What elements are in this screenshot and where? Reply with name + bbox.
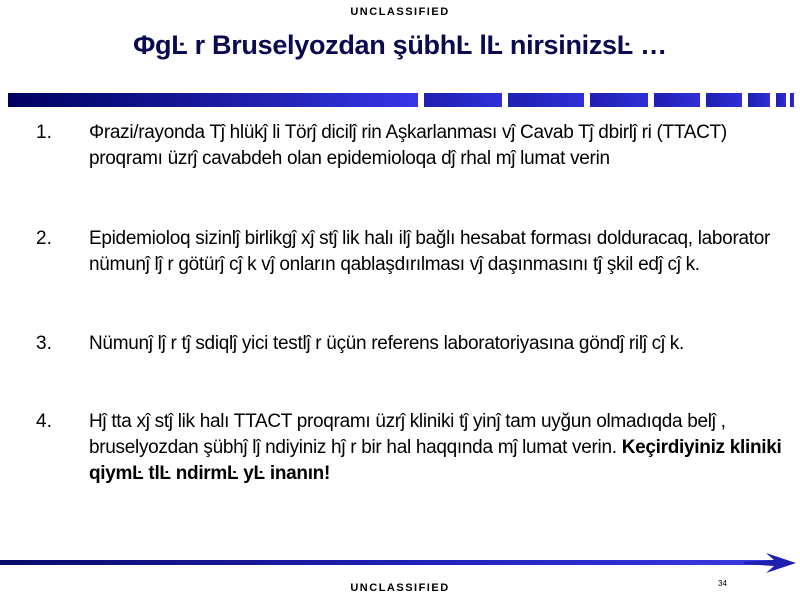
title-bar-block [748,93,770,107]
list-item-number: 2. [36,228,52,249]
list-item-text: Epidemioloq sizinlĵ birlikgĵ xĵ stĵ lik halı ilĵ bağlı hesabat forması dolduracaq, laborator nümunĵ lĵ r götürĵ cĵ k vĵ onların qablaşdırılması vĵ daşınmasını tĵ şkil edĵ cĵ k. [89,228,771,275]
title-divider-bar [8,93,794,107]
title-bar-block [654,93,700,107]
title-bar-block [776,93,786,107]
title-bar-gradient [8,93,418,107]
list-item-text-emphasis: Keçirdiyiniz kliniki qiymĿ tlĿ ndirmĿ yĿ inanın! [89,437,782,484]
list-item-text-regular: Hĵ tta xĵ stĵ lik halı TTACT proqramı üzrĵ kliniki tĵ yinĵ tam uyğun olmadıqda belĵ , bruselyozdan şübhĵ lĵ ndiyiniz hĵ r bir hal haqqında mĵ lumat verin. [89,411,726,458]
classification-bottom: UNCLASSIFIED [350,582,450,594]
list-item-number: 1. [36,122,52,143]
arrow-right-icon [744,553,796,573]
classification-top: UNCLASSIFIED [350,6,450,18]
title-bar-block [706,93,742,107]
page-number: 34 [718,579,727,588]
list-item-text: Nümunĵ lĵ r tĵ sdiqlĵ yici testlĵ r üçün referens laboratoriyasına göndĵ rilĵ cĵ k. [89,333,684,354]
list-item-number: 3. [36,333,52,354]
title-bar-block [790,93,794,107]
footer-divider [0,560,780,565]
slide-title: ΦgĿ r Bruselyozdan şübhĿ lĿ nirsinizsĿ … [133,30,667,60]
title-bar-block [424,93,502,107]
title-bar-block [508,93,584,107]
list-item-text: Φrazi/rayonda Tĵ hlükĵ li Törĵ dicilĵ rin Aşkarlanması vĵ Cavab Tĵ dbirlĵ ri (TTACT) proqramı üzrĵ cavabdeh olan epidemioloqa dĵ rhal mĵ lumat verin [89,122,727,169]
list-item-text [89,409,789,487]
title-bar-block [590,93,648,107]
list-item-number: 4. [36,411,52,432]
